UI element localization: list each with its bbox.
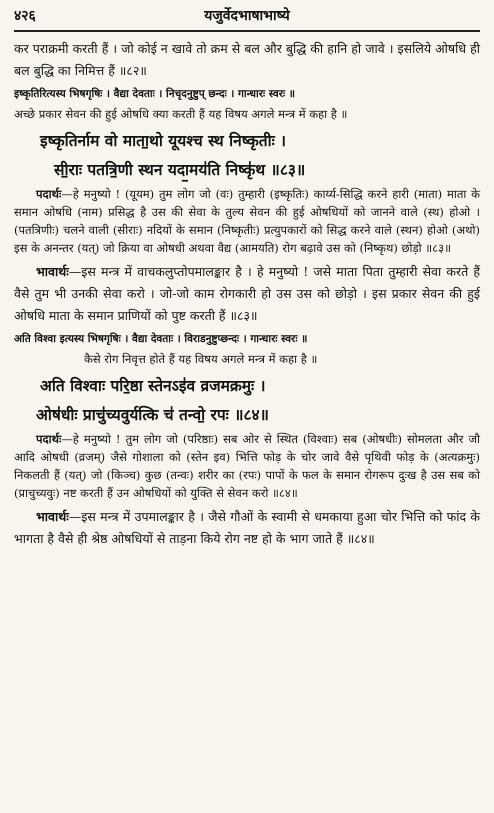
page-number: ४२६: [14, 7, 36, 24]
mantra-84-intro: कैसे रोग निवृत्त होते हैं यह विषय अगले मन्त्र में कहा है ॥: [84, 352, 318, 366]
bhavartha-83-label: भावार्थः: [36, 264, 69, 279]
running-title: यजुर्वेदभाषाभाष्ये: [204, 7, 290, 24]
mantra-84-line-2: ओष॑धीः प्राचु॑च्यवुर्यत्कि च॑ तन्वो॒ रपः ॥८४॥: [36, 405, 269, 424]
page-header: [14, 0, 480, 32]
bhavartha-83: [14, 261, 480, 327]
paragraph-continued: कर पराक्रमी करती हैं । जो कोई न खावे तो क्रम से बल और बुद्धि की हानि हो जावे । इसलिये ओषधि ही बल बुद्धि का निमित्त हैं ॥८२॥: [14, 41, 480, 78]
mantra-83-intro: अच्छे प्रकार सेवन की हुई ओषधि क्या करती हैं यह विषय अगले मन्त्र में कहा है ॥: [14, 107, 348, 121]
padartha-84-text: —हे मनुष्यो ! तुम लोग जो (परिष्ठाः) सब ओर से स्थित (विश्वाः) सब (ओषधीः) सोमलता और जौ आदि ओषधी (व्रजम्) जैसे गोशाला को (स्तेन इव) भित्ति फोड़ के चोर जावे वैसे पृथिवी फोड़ के (अत्यक्रमुः) निकलती हैं (यत्) जो (किञ्च) कुछ (तन्वः) शरीर का (रपः) पापों के फल के समान रोगरूप दुःख है उस सब को (प्राचुच्यवुः) नष्ट करती हैं उन ओषधियों को युक्ति से सेवन करो ॥८४॥: [14, 432, 480, 500]
bhavartha-84-text: —इस मन्त्र में उपमालङ्कार है । जैसे गौओं के स्वामी से धमकाया हुआ चोर भित्ति को फांद के भागता है वैसे ही श्रेष्ठ ओषधियों से ताड़ना किये रोग नष्ट हो के भाग जाते हैं ॥८४॥: [14, 509, 480, 546]
bhavartha-83-text: —इस मन्त्र में वाचकलुप्तोपमालङ्कार है । हे मनुष्यो ! जसे माता पिता तुम्हारी सेवा करते हैं वैसे तुम भी उनकी सेवा करो । जो-जो काम रोगकारी हो उस उस को छोड़ो । इस प्रकार सेवन की हुई ओषधि माता के समान प्राणियों को पुष्ट करती हैं ॥८३॥: [14, 264, 480, 323]
mantra-83-line-1: इष्कृतिर्नाम वो माता॒थो यूयश्च स्थ निष्कृतीः ।: [40, 131, 287, 150]
padartha-83-label: पदार्थः: [36, 187, 62, 201]
padartha-83: [14, 185, 480, 257]
mantra-84-line-1: अति विश्वाः परि॒ष्ठा स्तेनऽइ॑व व्रजमक्रमुः ।: [40, 376, 266, 395]
mantra-84-meta: अति विश्वा इत्यस्य भिषगृषिः । वैद्या देवताः । विराडनुष्टुप्छन्दः । गान्धारः स्वरः ॥: [14, 333, 308, 345]
padartha-83-text: —हे मनुष्यो ! (यूयम) तुम लोग जो (वः) तुम्हारी (इष्कृतिः) कार्य्य-सिद्धि करने हारी (माता) माता के समान ओषधि (नाम) प्रसिद्ध है उस की सेवा के तुल्य सेवन की हुई ओषधियों को जानने वाले (स्थ) होओ । (पतत्रिणीः) चलने वाली (सीराः) नदियों के समान (निष्कृतीः) प्रत्युपकारों को सिद्ध करने वाले (स्थन) होओ (अथो) इस के अनन्तर (यत्) जो क्रिया वा ओषधी अथवा वैद्य (आमयति) रोग बढ़ावे उस को (निष्कृथ) छोड़ो ॥८३॥: [14, 187, 480, 255]
mantra-83-meta: इष्कृतिरित्यस्य भिषगृषिः । वैद्या देवताः । निचृदनुष्टुप् छन्दः । गान्धारः स्वरः ॥: [14, 88, 296, 100]
padartha-84: [14, 430, 480, 502]
mantra-83-line-2: सी॒राः पतत्रि॒णी स्थन यदा॒मय॑ति निष्कृ॑थ ॥८३॥: [54, 160, 306, 179]
bhavartha-84: [14, 506, 480, 550]
padartha-84-label: पदार्थः: [36, 432, 62, 446]
bhavartha-84-label: भावार्थः: [36, 509, 69, 524]
